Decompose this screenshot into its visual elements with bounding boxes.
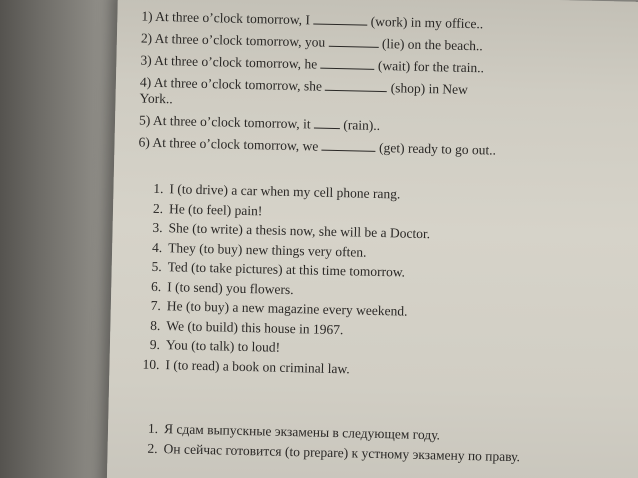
item-number: 8. xyxy=(150,317,161,333)
sentence-line xyxy=(138,135,578,161)
item-number: 3. xyxy=(152,219,163,236)
item-text: I (to send) you flowers. xyxy=(167,278,294,297)
sentence-start: 3) At three o’clock tomorrow, he xyxy=(140,52,321,72)
answer-blank xyxy=(313,12,367,25)
item-number: 2. xyxy=(152,200,164,216)
exercise-translation xyxy=(135,419,606,470)
answer-blank xyxy=(328,35,378,48)
item-text: Он сейчас готовится (to prepare) к устному экзамену по праву. xyxy=(163,441,521,465)
sentence-start: 6) At three o’clock tomorrow, we xyxy=(138,134,322,154)
sentence-start: 4) At three o’clock tomorrow, she xyxy=(139,74,326,94)
item-text: Я сдам выпускные экзамены в следующем году. xyxy=(163,421,441,443)
answer-blank xyxy=(325,79,387,92)
item-number: 1. xyxy=(153,180,164,197)
item-number: 10. xyxy=(142,356,160,372)
item-text: She (to write) a thesis now, she will be a Doctor. xyxy=(168,220,431,242)
item-number: 9. xyxy=(149,336,161,353)
sentence-line xyxy=(141,9,581,35)
sentence-line xyxy=(141,31,581,57)
sentence-end: (wait) for the train.. xyxy=(374,57,485,76)
sentence-continuation: York.. xyxy=(139,90,173,107)
sentence-start: 5) At three o’clock tomorrow, it xyxy=(138,112,315,132)
answer-blank xyxy=(322,139,376,152)
item-text: We (to build) this house in 1967. xyxy=(166,317,344,337)
worksheet-page xyxy=(106,0,638,478)
item-text: I (to drive) a car when my cell phone rang. xyxy=(169,181,401,202)
item-text: I (to read) a book on criminal law. xyxy=(165,356,350,376)
item-text: Ted (to take pictures) at this time tomorrow. xyxy=(167,259,406,280)
sentence-start: 2) At three o’clock tomorrow, you xyxy=(140,30,329,50)
sentence-end: (lie) on the beach.. xyxy=(378,35,483,54)
item-number: 4. xyxy=(151,239,163,255)
item-text: They (to buy) new things very often. xyxy=(168,239,367,260)
item-number: 2. xyxy=(147,440,158,457)
answer-blank xyxy=(314,116,340,129)
sentence-end: (rain).. xyxy=(339,117,381,133)
sentence-line xyxy=(140,53,580,79)
sentence-end: (work) in my office.. xyxy=(367,13,484,32)
item-number: 1. xyxy=(147,420,159,437)
item-number: 6. xyxy=(151,278,162,294)
item-text: He (to buy) a new magazine every weekend. xyxy=(166,298,408,319)
sentence-start: 1) At three o’clock tomorrow, I xyxy=(141,8,314,28)
item-text: He (to feel) pain! xyxy=(168,200,263,218)
exercise-verb-forms xyxy=(137,179,571,384)
item-number: 7. xyxy=(150,297,162,314)
sentence-line xyxy=(139,113,579,139)
item-text: You (to talk) to loud! xyxy=(165,337,281,355)
exercise-fill-blanks xyxy=(138,9,581,167)
sentence-end: (get) ready to go out.. xyxy=(375,139,497,158)
item-number: 5. xyxy=(151,258,162,275)
sentence-end: (shop) in New xyxy=(387,80,469,97)
answer-blank xyxy=(320,57,374,70)
